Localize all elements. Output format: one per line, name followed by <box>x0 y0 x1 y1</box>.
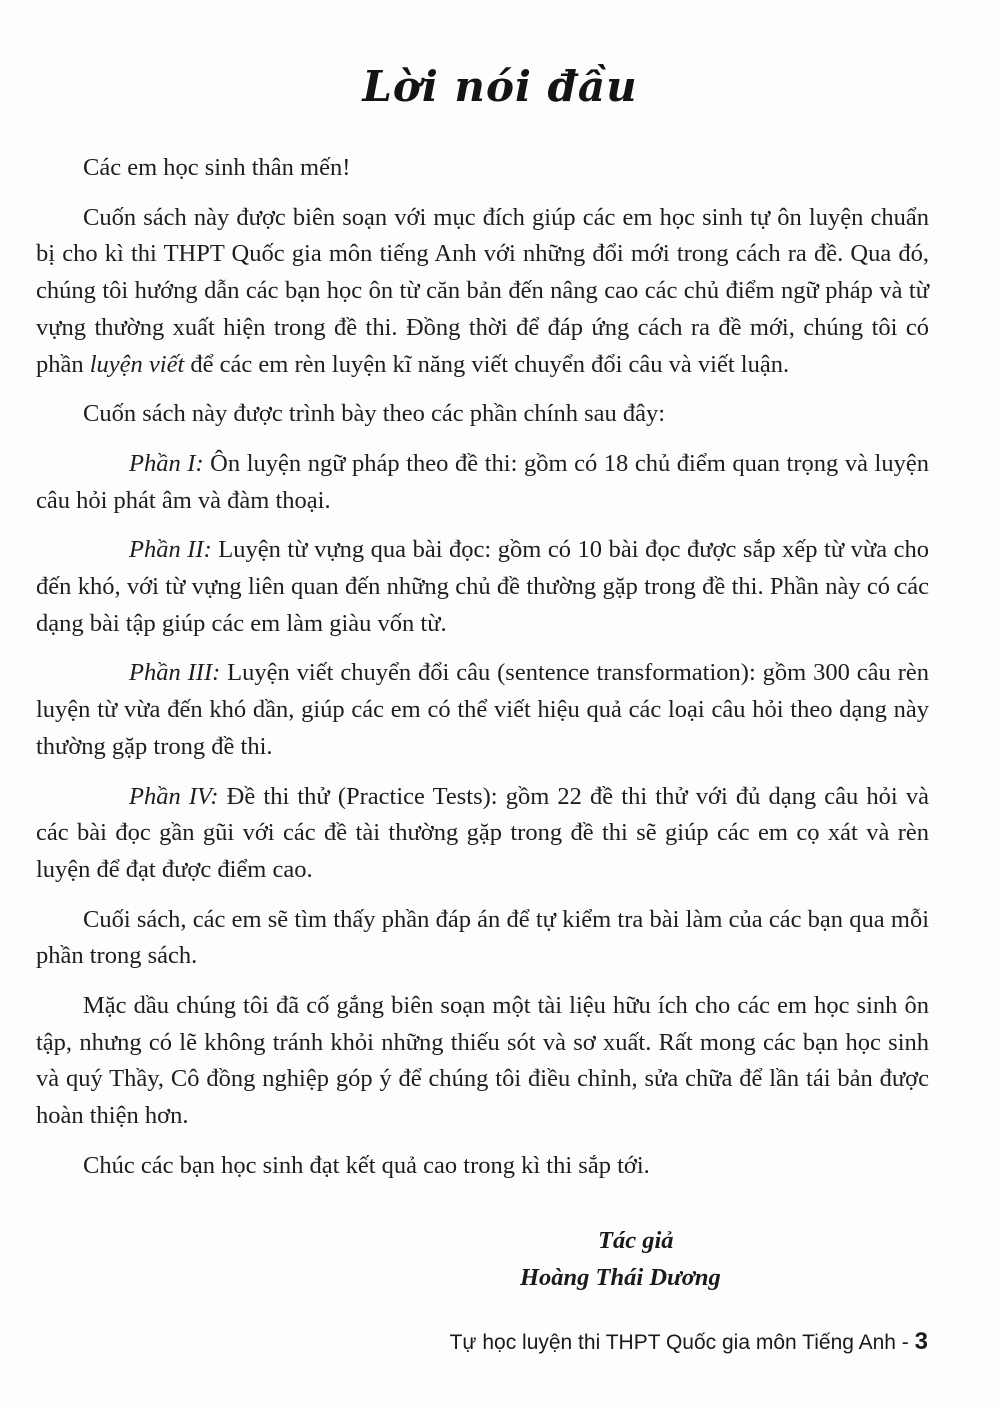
intro-text-start: Cuốn sách này được biên soạn với mục đích giúp các em học sinh tự ôn luyện chuẩn bị cho kì thi THPT Quốc gia môn tiếng Anh với những đổi mới trong cách ra đề. Qua đó, chúng tôi hướng dẫn các bạn học ôn từ căn bản đến nâng cao các chủ điểm ngữ pháp và từ vựng thường xuất hiện trong đề thi. Đồng thời để đáp ứng cách ra đề mới, chúng tôi có phần <box>36 203 929 378</box>
part-3-paragraph <box>36 655 929 765</box>
part-4-paragraph <box>36 779 929 889</box>
part-3-label: Phần III: <box>129 659 221 687</box>
part-2-paragraph <box>36 532 929 642</box>
page-title: Lời nói đầu <box>362 62 638 111</box>
intro-emphasis: luyện viết <box>89 350 185 378</box>
page-footer <box>450 1328 928 1356</box>
preface-body <box>36 150 929 1198</box>
part-1-label: Phần I: <box>129 449 204 477</box>
footer-separator: - <box>895 1331 915 1354</box>
apology-paragraph: Mặc dầu chúng tôi đã cố gắng biên soạn một tài liệu hữu ích cho các em học sinh ôn tập, nhưng có lẽ không tránh khỏi những thiếu sót và sơ xuất. Rất mong các bạn học sinh và quý Thầy, Cô đồng nghiệp góp ý để chúng tôi điều chỉnh, sửa chữa để lần tái bản được hoàn thiện hơn. <box>36 992 929 1130</box>
intro-text-end: để các em rèn luyện kĩ năng viết chuyển đổi câu và viết luận. <box>184 350 790 378</box>
part-4-label: Phần IV: <box>129 782 219 810</box>
author-role: Tác giả <box>598 1227 674 1254</box>
greeting-paragraph: Các em học sinh thân mến! <box>83 154 351 181</box>
footer-book-title: Tự học luyện thi THPT Quốc gia môn Tiếng Anh <box>449 1331 896 1354</box>
answers-note-paragraph: Cuối sách, các em sẽ tìm thấy phần đáp án để tự kiểm tra bài làm của các bạn qua mỗi phần trong sách. <box>36 905 929 970</box>
part-4-text: Đề thi thử (Practice Tests): gồm 22 đề thi thử với đủ dạng câu hỏi và các bài đọc gần gũi với các đề tài thường gặp trong đề thi sẽ giúp các em cọ xát và rèn luyện để đạt được điểm cao. <box>36 782 929 883</box>
author-signature <box>520 1222 721 1296</box>
closing-paragraph: Chúc các bạn học sinh đạt kết quả cao trong kì thi sắp tới. <box>83 1151 650 1179</box>
part-1-text: Ôn luyện ngữ pháp theo đề thi: gồm có 18 chủ điểm quan trọng và luyện câu hỏi phát âm và đàm thoại. <box>36 449 929 514</box>
part-3-text: Luyện viết chuyển đổi câu (sentence transformation): gồm 300 câu rèn luyện từ vừa đến khó dần, giúp các em có thể viết hiệu quả các loại câu hỏi theo dạng này thường gặp trong đề thi. <box>36 659 929 760</box>
author-name: Hoàng Thái Dương <box>520 1264 721 1291</box>
part-2-label: Phần II: <box>129 536 212 564</box>
part-2-text: Luyện từ vựng qua bài đọc: gồm có 10 bài đọc được sắp xếp từ vừa cho đến khó, với từ vựng liên quan đến những chủ đề thường gặp trong đề thi. Phần này có các dạng bài tập giúp các em làm giàu vốn từ. <box>36 536 929 637</box>
page-number: 3 <box>914 1328 928 1355</box>
part-1-paragraph <box>36 446 929 519</box>
intro-paragraph <box>36 200 929 384</box>
structure-intro-paragraph: Cuốn sách này được trình bày theo các phần chính sau đây: <box>83 400 666 428</box>
